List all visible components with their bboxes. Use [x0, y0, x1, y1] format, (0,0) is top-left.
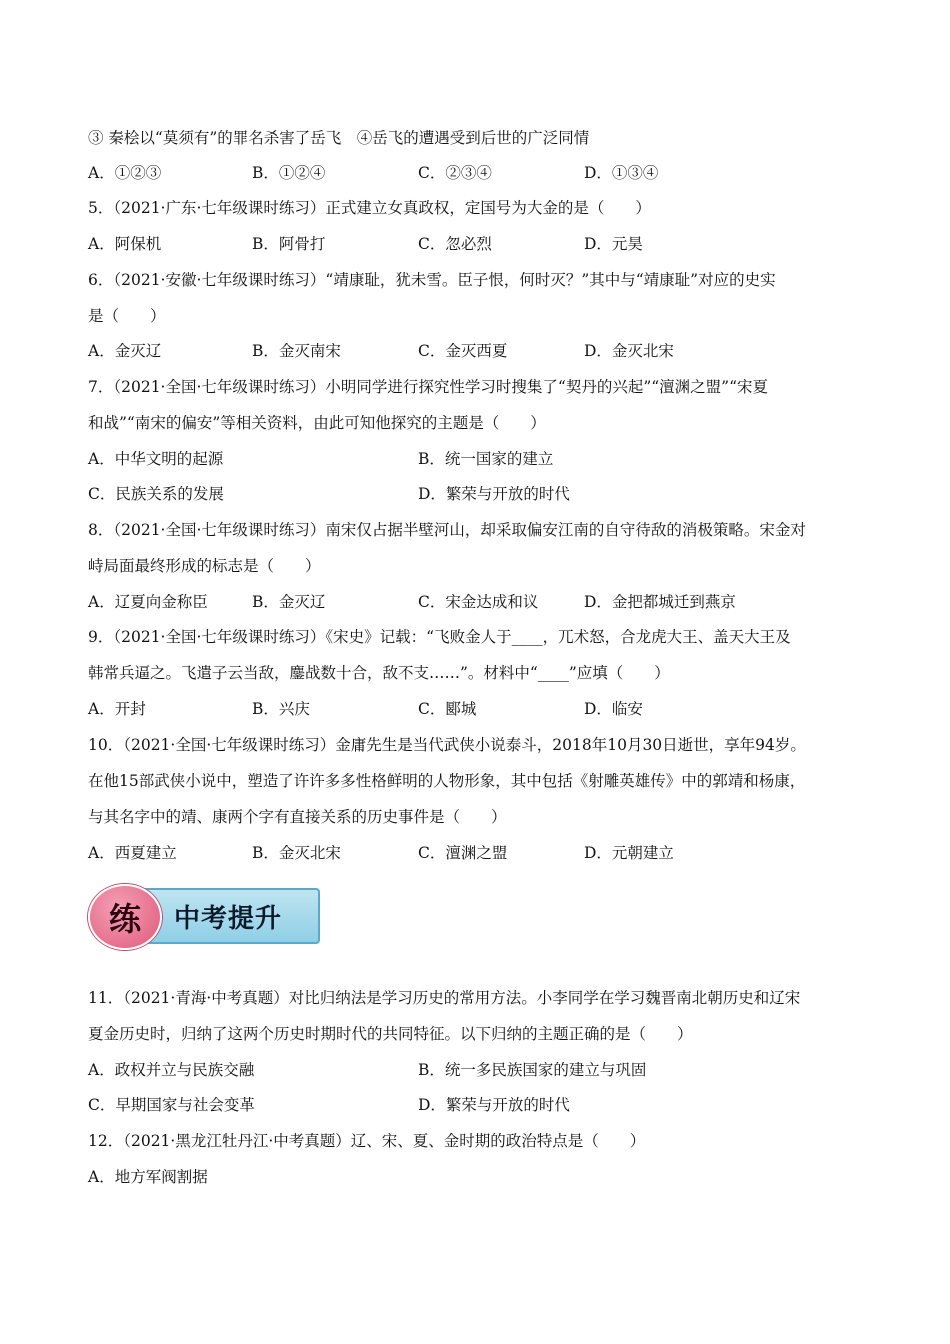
question-11: 11．（2021·青海·中考真题）对比归纳法是学习历史的常用方法。小李同学在学习魏晋南北朝历史和辽宋	[88, 989, 801, 1007]
option-b: B．①②④	[252, 164, 326, 182]
option-a: A．西夏建立	[88, 844, 177, 862]
question-9-cont: 韩常兵逼之。飞遣子云当敌，鏖战数十合，敌不支……”。材料中“____”应填（ ）	[88, 664, 670, 682]
option-b: B．金灭南宋	[252, 342, 341, 360]
question-9: 9．（2021·全国·七年级课时练习）《宋史》记载：“飞败金人于____，兀术怒，合龙虎大王、盖天大王及	[88, 628, 791, 646]
option-b: B．统一国家的建立	[418, 450, 554, 468]
option-c: C．早期国家与社会变革	[88, 1096, 255, 1114]
banner-title: 中考提升	[174, 904, 283, 934]
option-a: A．阿保机	[88, 235, 162, 253]
question-12: 12．（2021·黑龙江牡丹江·中考真题）辽、宋、夏、金时期的政治特点是（ ）	[88, 1132, 646, 1150]
option-a: A．金灭辽	[88, 342, 162, 360]
option-a: A．开封	[88, 700, 146, 718]
option-a: A．地方军阀割据	[88, 1168, 208, 1186]
banner-badge: 练	[88, 884, 162, 950]
option-c: C．宋金达成和议	[418, 593, 539, 611]
option-b: B．阿骨打	[252, 235, 326, 253]
section-banner	[88, 884, 318, 946]
option-d: D．元昊	[584, 235, 643, 253]
question-8: 8．（2021·全国·七年级课时练习）南宋仅占据半壁河山，却采取偏安江南的自守待敌的消极策略。宋金对	[88, 521, 806, 539]
option-c: C．②③④	[418, 164, 492, 182]
option-d: D．繁荣与开放的时代	[418, 1096, 570, 1114]
question-8-cont: 峙局面最终形成的标志是（ ）	[88, 557, 321, 575]
question-10-cont: 在他15部武侠小说中，塑造了许许多多性格鲜明的人物形象，其中包括《射雕英雄传》中的郭靖和杨康，	[88, 772, 806, 790]
question-11-cont: 夏金历史时，归纳了这两个历史时期时代的共同特征。以下归纳的主题正确的是（ ）	[88, 1025, 693, 1043]
option-d: D．临安	[584, 700, 643, 718]
option-b: B．金灭北宋	[252, 844, 341, 862]
option-b: B．金灭辽	[252, 593, 326, 611]
option-a: A．政权并立与民族交融	[88, 1061, 255, 1079]
question-6: 6．（2021·安徽·七年级课时练习）“靖康耻，犹未雪。臣子恨，何时灭？”其中与“靖康耻”对应的史实	[88, 271, 776, 289]
statement-3-4: ③ 秦桧以“莫须有”的罪名杀害了岳飞 ④岳飞的遭遇受到后世的广泛同情	[88, 129, 590, 147]
option-a: A．辽夏向金称臣	[88, 593, 208, 611]
question-6-cont: 是（ ）	[88, 307, 166, 325]
option-c: C．民族关系的发展	[88, 485, 224, 503]
option-d: D．①③④	[584, 164, 659, 182]
option-d: D．元朝建立	[584, 844, 674, 862]
option-a: A．中华文明的起源	[88, 450, 224, 468]
question-7-cont: 和战”“南宋的偏安”等相关资料，由此可知他探究的主题是（ ）	[88, 414, 546, 432]
option-c: C．金灭西夏	[418, 342, 508, 360]
option-c: C．郾城	[418, 700, 477, 718]
question-10-cont2: 与其名字中的靖、康两个字有直接关系的历史事件是（ ）	[88, 808, 507, 826]
option-d: D．繁荣与开放的时代	[418, 485, 570, 503]
option-d: D．金把都城迁到燕京	[584, 593, 736, 611]
question-7: 7．（2021·全国·七年级课时练习）小明同学进行探究性学习时搜集了“契丹的兴起”“澶渊之盟”“宋夏	[88, 378, 769, 396]
option-a: A．①②③	[88, 164, 162, 182]
option-c: C．忽必烈	[418, 235, 492, 253]
question-10: 10．（2021·全国·七年级课时练习）金庸先生是当代武侠小说泰斗，2018年10月30日逝世，享年94岁。	[88, 736, 806, 754]
option-b: B．兴庆	[252, 700, 310, 718]
question-5: 5．（2021·广东·七年级课时练习）正式建立女真政权，定国号为大金的是（ ）	[88, 199, 651, 217]
option-c: C．澶渊之盟	[418, 844, 508, 862]
option-b: B．统一多民族国家的建立与巩固	[418, 1061, 647, 1079]
option-d: D．金灭北宋	[584, 342, 674, 360]
